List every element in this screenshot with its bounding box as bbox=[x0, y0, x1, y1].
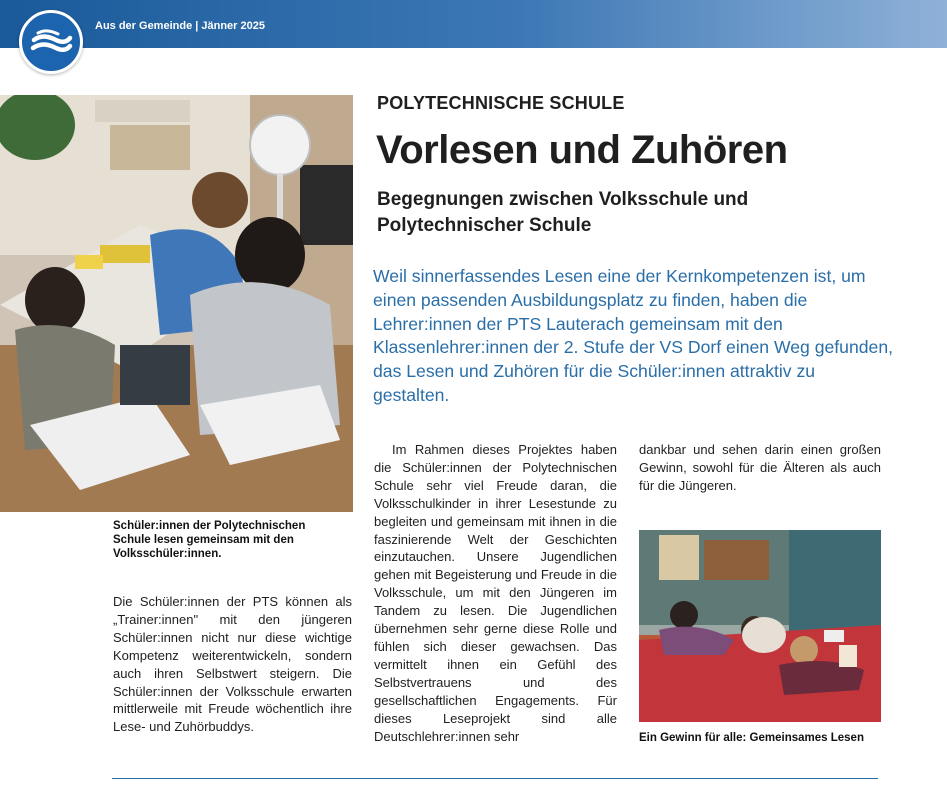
article-title: Vorlesen und Zuhören bbox=[376, 128, 788, 172]
footer-rule bbox=[112, 778, 878, 779]
photo-classroom-reading bbox=[0, 95, 353, 512]
body-column-left bbox=[113, 593, 352, 736]
paragraph-left: Die Schüler:innen der PTS können als „Trainer:innen" mit den jüngeren Schüler:innen nicht nur diese wichtige Kompetenz weiterentwickeln, sondern auch ihren Selbstwert steigern. Die Schüler:innen der Volksschule erwarten mittlerweile mit Freude wöchentlich ihre Lese- und Zuhörbuddys. bbox=[113, 594, 352, 735]
paragraph-right: dankbar und sehen darin einen großen Gewinn, sowohl für die Älteren als auch für die Jüngeren. bbox=[639, 442, 881, 493]
body-column-right bbox=[639, 441, 881, 495]
running-title: Aus der Gemeinde | Jänner 2025 bbox=[95, 20, 265, 32]
body-column-middle bbox=[374, 441, 617, 745]
hands-wave-logo-icon bbox=[19, 10, 83, 74]
article-subtitle: Begegnungen zwischen Volksschule und Polytechnischer Schule bbox=[377, 189, 749, 236]
header-band bbox=[0, 0, 947, 48]
section-label: POLYTECHNISCHE SCHULE bbox=[377, 93, 625, 113]
paragraph-middle: Im Rahmen dieses Projektes haben die Schüler:innen der Polytechnischen Schule sehr viel Freude daran, die Volksschulkinder in ihrer Lesestunde zu begleiten und gemeinsam mit ihnen in die faszinierende Welt der Geschichten einzutauchen. Unsere Jugendlichen gehen mit Begeisterung und Freude in die Volksschule, um mit den Jüngeren im Tandem zu lesen. Die Jugendlichen übernehmen sehr gerne diese Rolle und fühlen sich dieser gewachsen. Das vermittelt ihnen ein Gefühl des Selbstvertrauens und des gesellschaftlichen Engagements. Für dieses Leseprojekt sind alle Deutschlehrer:innen sehr bbox=[374, 442, 617, 744]
photo1-caption: Schüler:innen der Polytechnischen Schule lesen gemeinsam mit den Volksschüler:innen. bbox=[113, 520, 306, 560]
photo-reading-on-carpet bbox=[639, 530, 881, 722]
article-lead: Weil sinnerfassendes Lesen eine der Kernkompetenzen ist, um einen passenden Ausbildungsplatz zu finden, haben die Lehrer:innen der PTS Lauterach gemeinsam mit den Klassenlehrer:innen der 2. Stufe der VS Dorf einen Weg gefunden, das Lesen und Zuhören für die Schüler:innen attraktiv zu gestalten. bbox=[373, 266, 893, 405]
photo2-caption: Ein Gewinn für alle: Gemeinsames Lesen bbox=[639, 732, 864, 744]
